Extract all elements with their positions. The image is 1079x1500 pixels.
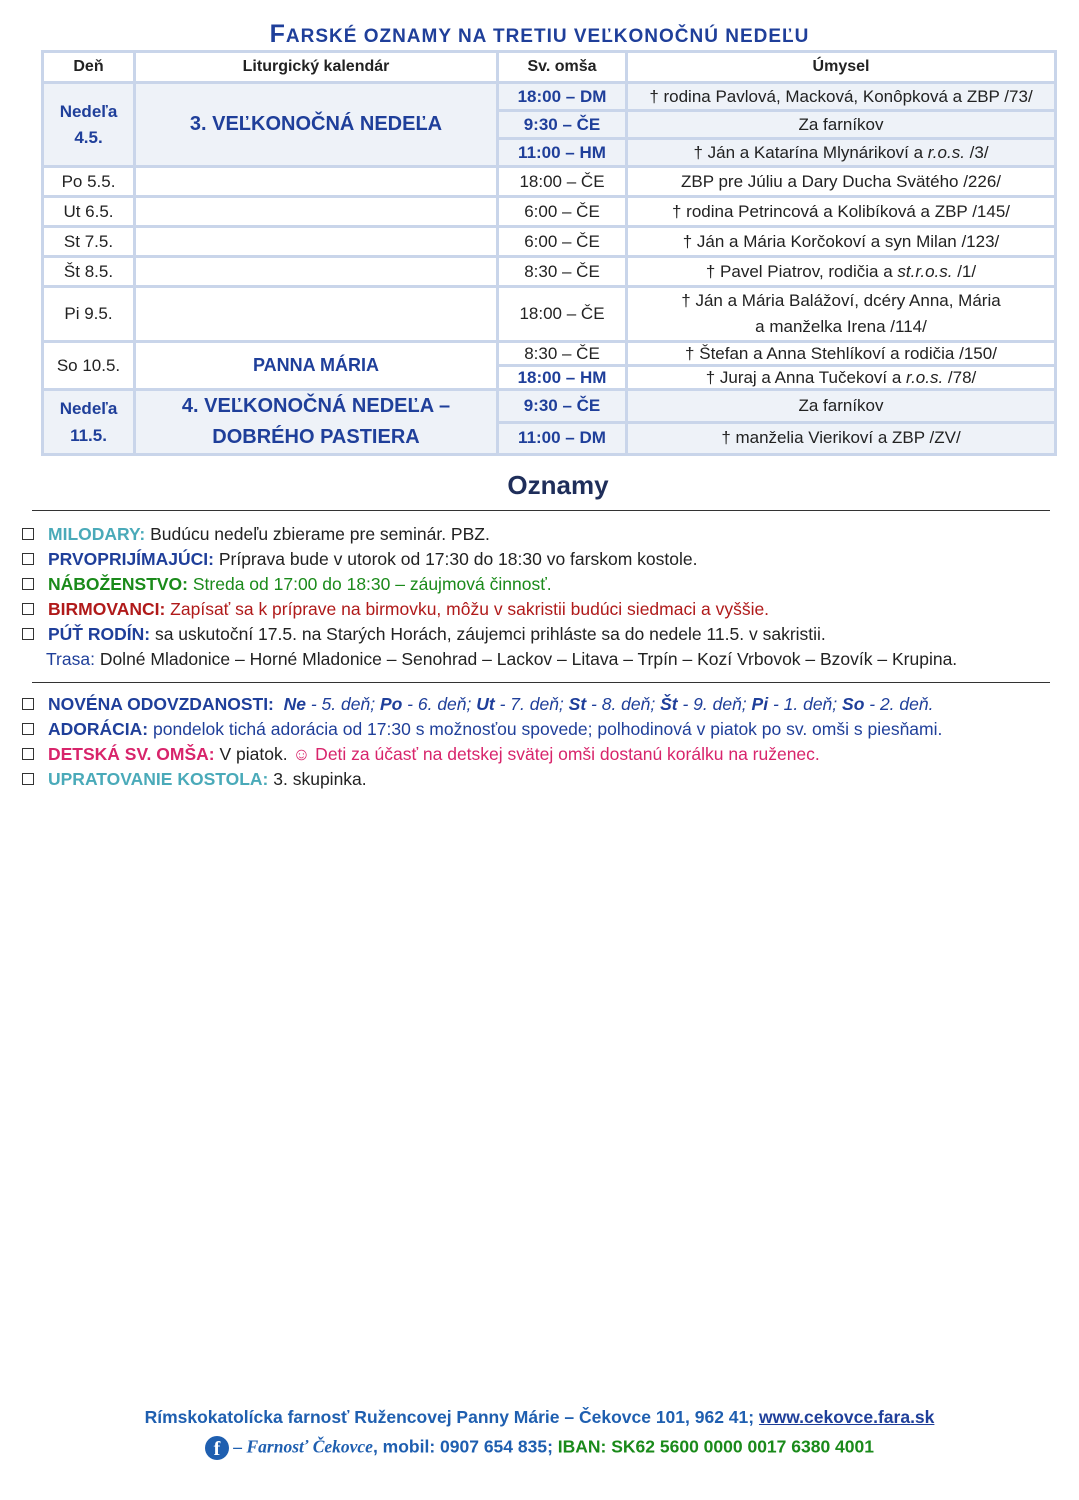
- checkbox-bullet-icon: [22, 553, 34, 565]
- liturgy-cell: PANNA MÁRIA: [136, 343, 496, 388]
- table-row: [44, 84, 1054, 109]
- announcements-list-2: [22, 692, 1062, 792]
- header-intention: Úmysel: [628, 53, 1054, 81]
- mass-time: 9:30 – ČE: [499, 112, 625, 137]
- liturgy-cell: [136, 198, 496, 225]
- table-row: [44, 391, 1054, 421]
- table-row: [44, 343, 1054, 364]
- header-mass: Sv. omša: [499, 53, 625, 81]
- day-cell: St 7.5.: [44, 228, 133, 255]
- liturgy-cell: [136, 228, 496, 255]
- table-header-row: [44, 53, 1054, 81]
- mass-time: 18:00 – ČE: [499, 168, 625, 195]
- liturgy-cell: 3. VEĽKONOČNÁ NEDEĽA: [136, 84, 496, 165]
- mass-time: 6:00 – ČE: [499, 228, 625, 255]
- intention: † Štefan a Anna Stehlíkoví a rodičia /150/: [628, 343, 1054, 364]
- mass-time: 11:00 – HM: [499, 140, 625, 165]
- checkbox-bullet-icon: [22, 578, 34, 590]
- schedule-table: [41, 50, 1057, 456]
- intention: ZBP pre Júliu a Dary Ducha Svätého /226/: [628, 168, 1054, 195]
- divider: [32, 510, 1050, 511]
- facebook-icon[interactable]: f: [205, 1436, 229, 1460]
- liturgy-cell: [136, 168, 496, 195]
- mass-time: 18:00 – HM: [499, 367, 625, 388]
- footer-contact: f – Farnosť Čekovce, mobil: 0907 654 835; IBAN: SK62 5600 0000 0017 6380 4001: [0, 1436, 1079, 1460]
- divider: [32, 682, 1050, 683]
- mass-time: 8:30 – ČE: [499, 343, 625, 364]
- list-item: PÚŤ RODÍN: sa uskutoční 17.5. na Starých Horách, záujemci prihláste sa do nedele 11.5. v sakristii.: [22, 622, 1062, 647]
- list-item: PRVOPRIJÍMAJÚCI: Príprava bude v utorok od 17:30 do 18:30 vo farskom kostole.: [22, 547, 1062, 572]
- intention: Za farníkov: [628, 112, 1054, 137]
- intention: † rodina Petrincová a Kolibíková a ZBP /145/: [628, 198, 1054, 225]
- mass-time: 18:00 – ČE: [499, 288, 625, 340]
- website-link[interactable]: www.cekovce.fara.sk: [758, 1407, 935, 1427]
- table-row: [44, 258, 1054, 285]
- mass-time: 8:30 – ČE: [499, 258, 625, 285]
- table-row: [44, 288, 1054, 340]
- mass-time: 6:00 – ČE: [499, 198, 625, 225]
- mass-time: 18:00 – DM: [499, 84, 625, 109]
- list-item: NOVÉNA ODOVZDANOSTI: Ne - 5. deň; Po - 6. deň; Ut - 7. deň; St - 8. deň; Št - 9. deň; Pi - 1. deň; So - 2. deň.: [22, 692, 1062, 717]
- intention: † manželia Vierikoví a ZBP /ZV/: [628, 424, 1054, 454]
- liturgy-cell: [136, 258, 496, 285]
- day-cell: Po 5.5.: [44, 168, 133, 195]
- list-item: NÁBOŽENSTVO: Streda od 17:00 do 18:30 – záujmová činnosť.: [22, 572, 1062, 597]
- smiley-icon: ☺: [292, 744, 311, 764]
- checkbox-bullet-icon: [22, 698, 34, 710]
- list-item: ADORÁCIA: pondelok tichá adorácia od 17:30 s možnosťou spovede; polhodinová v piatok po sv. omši s piesňami.: [22, 717, 1062, 742]
- checkbox-bullet-icon: [22, 723, 34, 735]
- day-cell: Pi 9.5.: [44, 288, 133, 340]
- checkbox-bullet-icon: [22, 528, 34, 540]
- day-cell: Nedeľa 11.5.: [44, 391, 133, 453]
- intention: † rodina Pavlová, Macková, Konôpková a ZBP /73/: [628, 84, 1054, 109]
- day-cell: Ut 6.5.: [44, 198, 133, 225]
- intention: † Pavel Piatrov, rodičia a st.r.o.s. /1/: [628, 258, 1054, 285]
- mass-time: 11:00 – DM: [499, 424, 625, 454]
- intention: Za farníkov: [628, 391, 1054, 421]
- page-title: FARSKÉ OZNAMY NA TRETIU VEĽKONOČNÚ NEDEĽU: [269, 20, 810, 48]
- checkbox-bullet-icon: [22, 773, 34, 785]
- list-item: BIRMOVANCI: Zapísať sa k príprave na birmovku, môžu v sakristii budúci siedmaci a vyššie.: [22, 597, 1062, 622]
- liturgy-cell: 4. VEĽKONOČNÁ NEDEĽA – DOBRÉHO PASTIERA: [136, 391, 496, 453]
- checkbox-bullet-icon: [22, 603, 34, 615]
- list-item: MILODARY: Budúcu nedeľu zbierame pre seminár. PBZ.: [22, 522, 1062, 547]
- list-item: DETSKÁ SV. OMŠA: V piatok. ☺ Deti za účasť na detskej svätej omši dostanú korálku na ruženec.: [22, 742, 1062, 767]
- table-row: [44, 228, 1054, 255]
- header-liturgy: Liturgický kalendár: [136, 53, 496, 81]
- mass-time: 9:30 – ČE: [499, 391, 625, 421]
- table-row: [44, 198, 1054, 225]
- intention: † Ján a Mária Balážoví, dcéry Anna, Mária a manželka Irena /114/: [628, 288, 1054, 340]
- footer-address: Rímskokatolícka farnosť Ružencovej Panny Márie – Čekovce 101, 962 41; www.cekovce.fara.sk: [144, 1407, 935, 1427]
- list-item: UPRATOVANIE KOSTOLA: 3. skupinka.: [22, 767, 1062, 792]
- day-cell: So 10.5.: [44, 343, 133, 388]
- intention: † Juraj a Anna Tučekoví a r.o.s. /78/: [628, 367, 1054, 388]
- header-day: Deň: [44, 53, 133, 81]
- announcements-list-1: [22, 522, 1062, 672]
- day-cell: Nedeľa 4.5.: [44, 84, 133, 165]
- facebook-page-name[interactable]: Farnosť Čekovce: [246, 1436, 373, 1457]
- checkbox-bullet-icon: [22, 748, 34, 760]
- day-cell: Št 8.5.: [44, 258, 133, 285]
- table-row: [44, 168, 1054, 195]
- liturgy-cell: [136, 288, 496, 340]
- checkbox-bullet-icon: [22, 628, 34, 640]
- intention: † Ján a Katarína Mlynárikoví a r.o.s. /3/: [628, 140, 1054, 165]
- announcements-title: Oznamy: [507, 470, 609, 500]
- intention: † Ján a Mária Korčokoví a syn Milan /123/: [628, 228, 1054, 255]
- list-item: Trasa: Dolné Mladonice – Horné Mladonice – Senohrad – Lackov – Litava – Trpín – Kozí Vrbovok – Bzovík – Krupina.: [46, 649, 958, 669]
